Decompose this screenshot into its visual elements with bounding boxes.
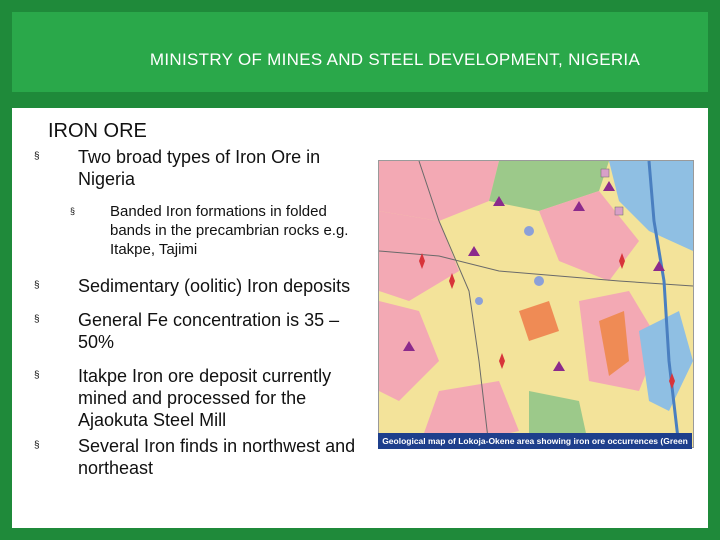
bullet-marker: §	[34, 440, 40, 451]
bullet-marker: §	[34, 280, 40, 291]
map-caption: Geological map of Lokoja-Okene area showing iron ore occurrences (Green triangle )	[378, 433, 692, 449]
sub-bullet-marker: §	[70, 206, 76, 216]
bullet-text: Several Iron finds in northwest and northeast	[78, 436, 356, 478]
bullet-text: Sedimentary (oolitic) Iron deposits	[78, 276, 351, 296]
header-bar	[12, 12, 708, 92]
bullet-text: General Fe concentration is 35 – 50%	[78, 310, 340, 352]
bullet-item	[12, 275, 372, 297]
geological-map-image	[378, 160, 694, 448]
bullet-item	[12, 309, 372, 353]
sub-bullet-item	[12, 202, 372, 259]
bullet-item	[12, 365, 372, 431]
bullet-text: Two broad types of Iron Ore in Nigeria	[78, 147, 321, 189]
bullet-text: Itakpe Iron ore deposit currently mined and processed for the Ajaokuta Steel Mill	[78, 366, 332, 430]
sub-bullet-text: Banded Iron formations in folded bands in the precambrian rocks e.g. Itakpe, Tajimi	[110, 203, 349, 258]
content-panel	[12, 108, 708, 528]
header-title: MINISTRY OF MINES AND STEEL DEVELOPMENT, NIGERIA	[149, 50, 641, 69]
bullet-item	[12, 146, 372, 190]
bullet-marker: §	[34, 151, 40, 162]
section-title: IRON ORE	[48, 120, 147, 142]
bullet-marker: §	[34, 370, 40, 381]
bullet-item	[12, 435, 372, 479]
geological-map-drawing	[379, 161, 693, 447]
bullet-marker: §	[34, 314, 40, 325]
bullet-list	[12, 146, 372, 491]
